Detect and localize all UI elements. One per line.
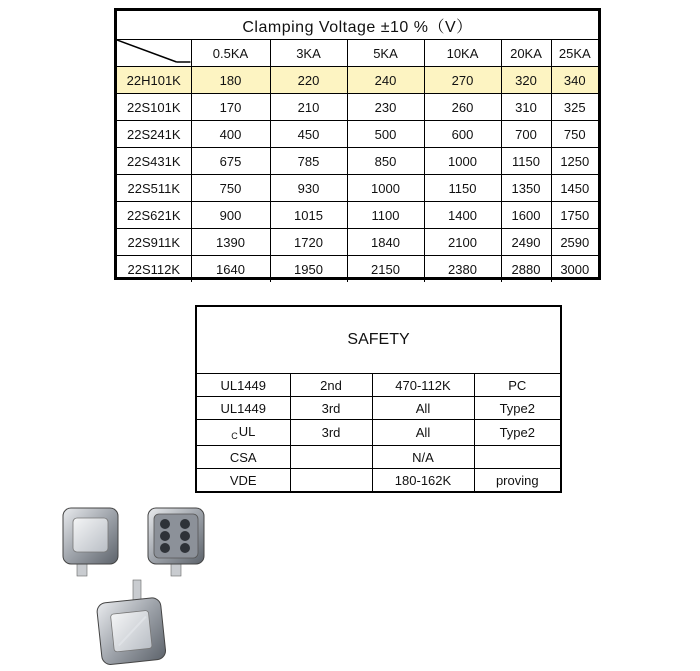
voltage-cell: 340 — [551, 67, 598, 94]
voltage-cell: 2380 — [424, 256, 501, 283]
varistor-back-image — [148, 508, 204, 576]
voltage-cell: 1000 — [347, 175, 424, 202]
corner-diagonal-cell — [117, 40, 191, 67]
voltage-cell: 180 — [191, 67, 270, 94]
safety-cell: 3rd — [290, 420, 372, 446]
table-row — [117, 175, 598, 202]
voltage-cell: 1840 — [347, 229, 424, 256]
safety-cell: 470-112K — [372, 374, 474, 397]
voltage-cell: 260 — [424, 94, 501, 121]
safety-cell: Type2 — [474, 420, 560, 446]
voltage-cell: 785 — [270, 148, 347, 175]
voltage-cell: 2100 — [424, 229, 501, 256]
voltage-cell: 675 — [191, 148, 270, 175]
voltage-cell: 1100 — [347, 202, 424, 229]
column-header: 20KA — [501, 40, 551, 67]
voltage-cell: 1000 — [424, 148, 501, 175]
safety-cell: CSA — [197, 446, 290, 469]
safety-row — [197, 469, 560, 491]
voltage-cell: 930 — [270, 175, 347, 202]
safety-cell — [290, 469, 372, 491]
model-cell: 22S621K — [117, 202, 191, 229]
voltage-cell: 325 — [551, 94, 598, 121]
voltage-cell: 2590 — [551, 229, 598, 256]
table-row — [117, 67, 598, 94]
safety-cell — [197, 420, 290, 446]
cul-label: UL — [238, 424, 256, 440]
safety-cell: N/A — [372, 446, 474, 469]
safety-cell: VDE — [197, 469, 290, 491]
table-row — [117, 94, 598, 121]
safety-row — [197, 397, 560, 420]
table-row — [117, 148, 598, 175]
voltage-cell: 2490 — [501, 229, 551, 256]
table-row — [117, 229, 598, 256]
voltage-cell: 750 — [191, 175, 270, 202]
safety-cell: UL1449 — [197, 374, 290, 397]
voltage-cell: 1150 — [501, 148, 551, 175]
safety-row — [197, 420, 560, 446]
voltage-cell: 1640 — [191, 256, 270, 283]
column-header: 0.5KA — [191, 40, 270, 67]
safety-row — [197, 374, 560, 397]
table-row — [117, 202, 598, 229]
voltage-cell: 1015 — [270, 202, 347, 229]
varistor-angled-image — [96, 580, 166, 665]
column-header: 3KA — [270, 40, 347, 67]
safety-cell: UL1449 — [197, 397, 290, 420]
safety-cell: Type2 — [474, 397, 560, 420]
voltage-cell: 2150 — [347, 256, 424, 283]
product-photo — [55, 498, 215, 668]
voltage-cell: 700 — [501, 121, 551, 148]
safety-row — [197, 446, 560, 469]
voltage-cell: 310 — [501, 94, 551, 121]
voltage-cell: 240 — [347, 67, 424, 94]
clamping-voltage-title: Clamping Voltage ±10 %（V） — [117, 11, 598, 40]
safety-cell: 3rd — [290, 397, 372, 420]
model-cell: 22S241K — [117, 121, 191, 148]
voltage-cell: 1720 — [270, 229, 347, 256]
voltage-cell: 1390 — [191, 229, 270, 256]
model-cell: 22S911K — [117, 229, 191, 256]
model-cell: 22S431K — [117, 148, 191, 175]
model-cell: 22S101K — [117, 94, 191, 121]
voltage-cell: 2880 — [501, 256, 551, 283]
voltage-cell: 400 — [191, 121, 270, 148]
cul-prefix: C — [231, 431, 238, 442]
voltage-cell: 1350 — [501, 175, 551, 202]
header-row — [117, 40, 598, 67]
safety-cell: 180-162K — [372, 469, 474, 491]
clamping-voltage-table — [114, 8, 601, 280]
voltage-cell: 750 — [551, 121, 598, 148]
voltage-cell: 210 — [270, 94, 347, 121]
voltage-cell: 450 — [270, 121, 347, 148]
safety-table — [195, 305, 562, 493]
voltage-cell: 500 — [347, 121, 424, 148]
column-header: 25KA — [551, 40, 598, 67]
voltage-cell: 320 — [501, 67, 551, 94]
voltage-cell: 900 — [191, 202, 270, 229]
safety-cell: proving — [474, 469, 560, 491]
safety-title: SAFETY — [197, 307, 560, 374]
table-row — [117, 256, 598, 283]
voltage-cell: 1450 — [551, 175, 598, 202]
column-header: 5KA — [347, 40, 424, 67]
voltage-cell: 3000 — [551, 256, 598, 283]
voltage-cell: 850 — [347, 148, 424, 175]
safety-cell: PC — [474, 374, 560, 397]
voltage-cell: 170 — [191, 94, 270, 121]
model-cell: 22S511K — [117, 175, 191, 202]
voltage-cell: 270 — [424, 67, 501, 94]
voltage-cell: 1950 — [270, 256, 347, 283]
model-cell: 22H101K — [117, 67, 191, 94]
varistor-front-image — [63, 508, 118, 576]
safety-cell — [474, 446, 560, 469]
voltage-cell: 1750 — [551, 202, 598, 229]
voltage-cell: 1150 — [424, 175, 501, 202]
voltage-cell: 1400 — [424, 202, 501, 229]
safety-cell: 2nd — [290, 374, 372, 397]
safety-cell: All — [372, 397, 474, 420]
safety-cell: All — [372, 420, 474, 446]
voltage-cell: 1600 — [501, 202, 551, 229]
voltage-cell: 600 — [424, 121, 501, 148]
voltage-cell: 220 — [270, 67, 347, 94]
voltage-cell: 230 — [347, 94, 424, 121]
voltage-cell: 1250 — [551, 148, 598, 175]
safety-cell — [290, 446, 372, 469]
table-row — [117, 121, 598, 148]
model-cell: 22S112K — [117, 256, 191, 283]
column-header: 10KA — [424, 40, 501, 67]
